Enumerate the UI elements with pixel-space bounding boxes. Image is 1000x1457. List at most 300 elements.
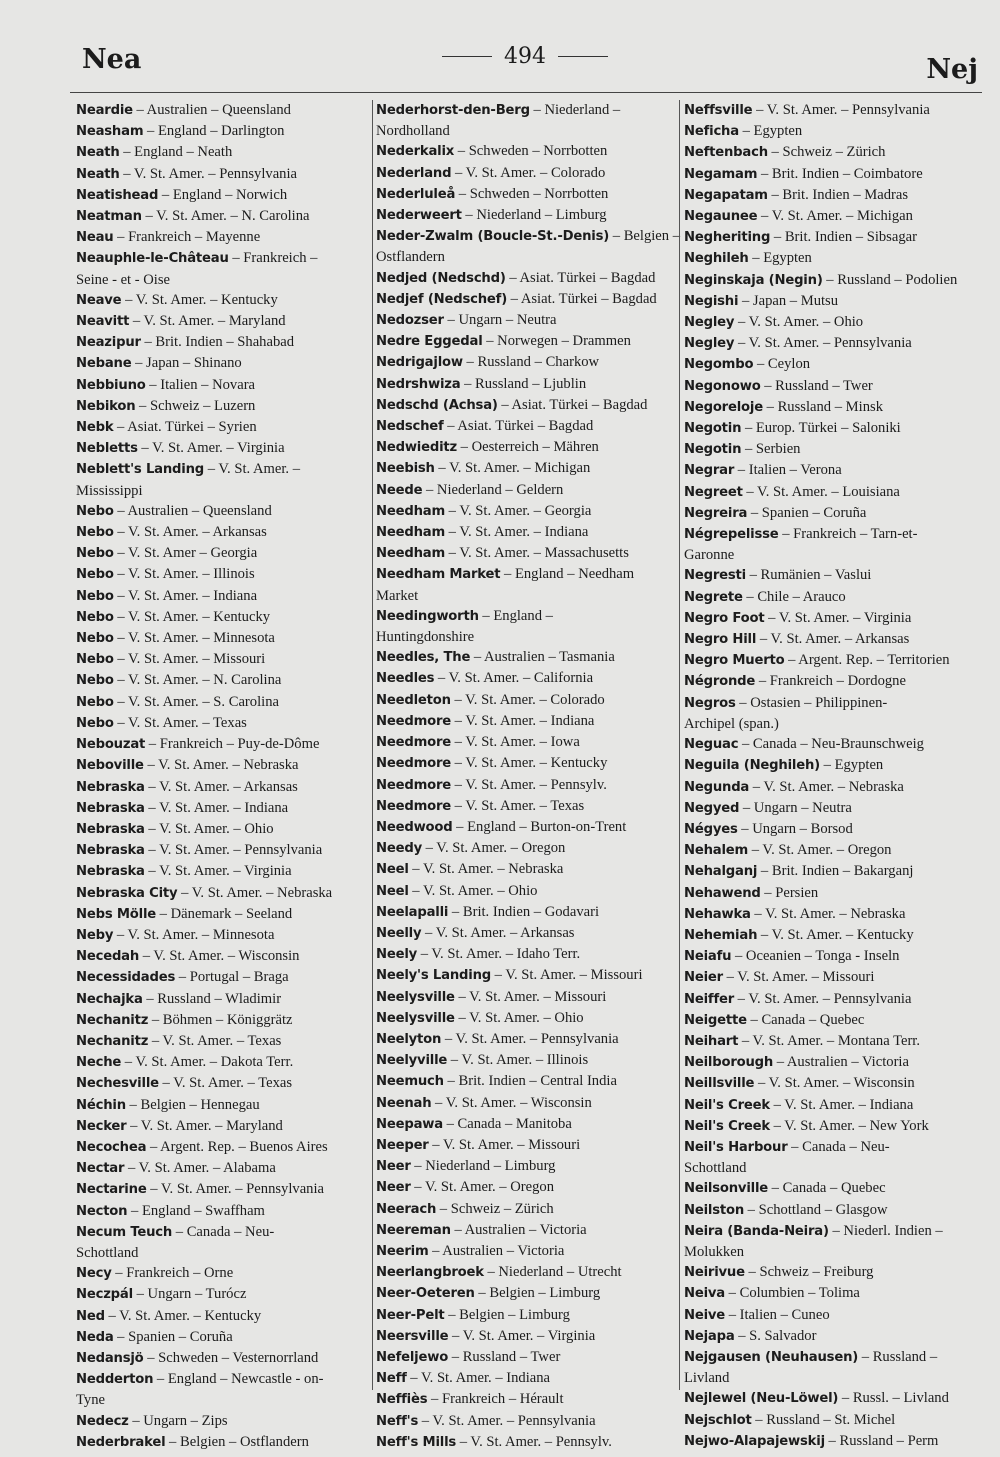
place-location: – Russland – Charkow bbox=[462, 354, 600, 371]
place-name: Nedwieditz bbox=[376, 440, 458, 456]
gazetteer-entry bbox=[76, 121, 368, 142]
place-location: – V. St. Amer. – Pennsylvania bbox=[734, 335, 912, 352]
place-location: – V. St. Amer. – New York bbox=[769, 1117, 929, 1134]
place-name: Nedjef (Nedschef) bbox=[376, 291, 508, 307]
place-location: – Spanien – Coruña bbox=[747, 504, 867, 521]
place-name: Nebraska bbox=[76, 843, 145, 859]
place-name: Nedschd (Achsa) bbox=[376, 397, 498, 413]
gazetteer-entry-continuation bbox=[76, 270, 368, 290]
place-location: – V. St. Amer. – Virginia bbox=[137, 440, 285, 457]
place-location: – V. St. Amer. – Maryland bbox=[126, 1117, 283, 1134]
place-location: – V. St. Amer. – Georgia bbox=[445, 502, 592, 519]
place-name: Neel bbox=[376, 862, 409, 878]
place-name: Neave bbox=[76, 292, 122, 308]
place-location: – V. St. Amer. – Arkansas bbox=[144, 778, 298, 795]
place-name: Négronde bbox=[684, 674, 756, 690]
place-location: – V. St. Amer. – Virginia bbox=[764, 609, 912, 626]
place-location: – Oesterreich – Mähren bbox=[457, 439, 599, 456]
gazetteer-entry bbox=[76, 1306, 368, 1327]
place-name: Neemuch bbox=[376, 1074, 444, 1090]
gazetteer-entry bbox=[376, 1050, 676, 1071]
place-name: Nehawka bbox=[684, 906, 751, 922]
place-location: – Japan – Shinano bbox=[131, 355, 242, 372]
gazetteer-entry bbox=[76, 777, 368, 798]
place-name: Nebletts bbox=[76, 441, 138, 457]
gazetteer-entry bbox=[684, 1137, 984, 1158]
place-location: – Schweiz – Zürich bbox=[767, 144, 886, 161]
header-dash-right bbox=[558, 56, 608, 57]
place-name: Nebraska bbox=[76, 821, 145, 837]
place-location-continued: Huntingdonshire bbox=[376, 629, 475, 646]
gazetteer-entry bbox=[76, 1327, 368, 1348]
place-name: Neenah bbox=[376, 1095, 432, 1111]
place-name: Nehalganj bbox=[684, 864, 758, 880]
place-location: – V. St. Amer. – Texas bbox=[451, 797, 585, 814]
gazetteer-entry bbox=[376, 352, 676, 373]
place-name: Nebo bbox=[76, 673, 114, 689]
place-name: Neiafu bbox=[684, 949, 732, 965]
place-location: – England – bbox=[478, 607, 553, 624]
gazetteer-entry bbox=[76, 798, 368, 819]
place-name: Neilston bbox=[684, 1202, 745, 1218]
place-name: Neeper bbox=[376, 1137, 429, 1153]
place-location: – V. St. Amer. – Indiana bbox=[769, 1096, 914, 1113]
place-location-continued: Mississippi bbox=[76, 482, 143, 499]
place-location: – V. St. Amer. – Nebraska bbox=[143, 757, 299, 774]
gazetteer-entry bbox=[376, 1326, 676, 1347]
gazetteer-entry bbox=[376, 732, 676, 753]
gazetteer-entry bbox=[76, 946, 368, 967]
place-name: Negreira bbox=[684, 505, 748, 521]
gazetteer-entry bbox=[76, 227, 368, 248]
place-name: Nebo bbox=[76, 503, 114, 519]
place-name: Negombo bbox=[684, 357, 754, 373]
place-name: Neira (Banda-Neira) bbox=[684, 1223, 829, 1239]
place-location: – Frankreich – bbox=[228, 250, 318, 267]
place-location: – Canada – Quebec bbox=[768, 1180, 886, 1197]
place-location: – V. St. Amer. – Virginia bbox=[144, 863, 292, 880]
gazetteer-entry bbox=[76, 100, 368, 121]
place-name: Nederland bbox=[376, 165, 452, 181]
place-location: – V. St. Amer. – Missouri bbox=[428, 1136, 581, 1153]
place-location: – V. St. Amer. – Oregon bbox=[421, 840, 566, 857]
gazetteer-entry bbox=[684, 524, 984, 545]
gazetteer-entry bbox=[684, 629, 984, 650]
gazetteer-entry bbox=[684, 1073, 984, 1094]
place-name: Nedansjö bbox=[76, 1350, 144, 1366]
place-location: – Argent. Rep. – Buenos Aires bbox=[146, 1138, 328, 1155]
place-name: Neff bbox=[376, 1371, 407, 1387]
gazetteer-entry bbox=[76, 904, 368, 925]
gazetteer-entry bbox=[684, 693, 984, 714]
place-location: – Asiat. Türkei – Bagdad bbox=[507, 290, 657, 307]
place-location: – V. St. Amer. – Missouri bbox=[722, 969, 875, 986]
place-location: – Australien – Victoria bbox=[450, 1221, 587, 1238]
place-location: – V. St. Amer. – California bbox=[434, 670, 594, 687]
place-name: Neiffer bbox=[684, 991, 735, 1007]
place-location: – V. St. Amer. – Pennsylvania bbox=[752, 102, 930, 118]
gazetteer-entry bbox=[684, 755, 984, 776]
place-location: – V. St. Amer. – Nebraska bbox=[750, 905, 906, 922]
place-location: – Europ. Türkei – Saloniki bbox=[741, 420, 901, 437]
gazetteer-entry bbox=[684, 1200, 984, 1221]
gazetteer-entry bbox=[376, 1305, 676, 1326]
gazetteer-entry bbox=[76, 1179, 368, 1200]
place-location: – Canada – Neu-Braunschweig bbox=[738, 736, 924, 753]
place-location: – Italien – Verona bbox=[734, 462, 842, 479]
place-location: – Ceylon bbox=[753, 356, 811, 373]
gazetteer-entry bbox=[76, 438, 368, 459]
gazetteer-entry bbox=[76, 142, 368, 163]
place-name: Nedrshwiza bbox=[376, 376, 461, 392]
gazetteer-entry bbox=[684, 1347, 984, 1368]
place-location: – V. St. Amer. – Nebraska bbox=[177, 884, 333, 901]
place-location: – V. St. Amer. – Kentucky bbox=[104, 1307, 262, 1324]
place-name: Nejgausen (Neuhausen) bbox=[684, 1349, 859, 1365]
gazetteer-entry bbox=[684, 1221, 984, 1242]
gazetteer-entry bbox=[76, 206, 368, 227]
place-name: Needy bbox=[376, 841, 422, 857]
place-location: – Australien – Tasmania bbox=[470, 649, 615, 666]
place-location: – Dänemark – Seeland bbox=[156, 905, 293, 922]
place-location: – Norwegen – Drammen bbox=[482, 333, 631, 350]
gazetteer-entry-continuation bbox=[376, 121, 676, 141]
place-location: – Russland – St. Michel bbox=[751, 1411, 896, 1428]
place-location: – Russland – Twer bbox=[760, 377, 873, 394]
place-location: – V. St. Amer. – Iowa bbox=[451, 734, 580, 751]
gazetteer-entry bbox=[76, 1348, 368, 1369]
place-location: – V. St. Amer. – Kentucky bbox=[113, 608, 271, 625]
place-location: – V. St. Amer. – Michigan bbox=[757, 208, 913, 225]
place-name: Neirivue bbox=[684, 1265, 745, 1281]
place-location: – Portugal – Braga bbox=[175, 969, 289, 986]
gazetteer-entry-continuation bbox=[684, 1242, 984, 1262]
place-location: – England – Burton-on-Trent bbox=[452, 818, 627, 835]
gazetteer-entry bbox=[684, 121, 984, 142]
place-location: – V. St. Amer. – Missouri bbox=[113, 651, 266, 668]
place-location: – V. St. Amer. – Indiana bbox=[445, 524, 589, 541]
place-name: Neil's Creek bbox=[684, 1118, 770, 1134]
place-name: Neardie bbox=[76, 103, 133, 118]
place-location-continued: Tyne bbox=[76, 1392, 105, 1409]
gazetteer-column-2 bbox=[376, 100, 681, 1453]
gazetteer-entry bbox=[684, 1283, 984, 1304]
gazetteer-entry bbox=[684, 1305, 984, 1326]
place-name: Nechesville bbox=[76, 1076, 159, 1092]
place-name: Negro Foot bbox=[684, 610, 765, 626]
gazetteer-entry bbox=[76, 734, 368, 755]
place-location: – Canada – Quebec bbox=[746, 1011, 865, 1028]
place-location: – Böhmen – Königgrätz bbox=[148, 1011, 293, 1028]
header-rule bbox=[70, 92, 982, 93]
place-name: Neboville bbox=[76, 758, 144, 774]
place-location: – Frankreich – Mayenne bbox=[113, 229, 261, 246]
gazetteer-entry bbox=[76, 586, 368, 607]
place-location: – V. St. Amer. – Dakota Terr. bbox=[121, 1054, 294, 1071]
gazetteer-entry bbox=[684, 798, 984, 819]
place-location: – Australien – Queensland bbox=[132, 102, 291, 118]
gazetteer-entry bbox=[376, 374, 676, 395]
column-divider-1 bbox=[372, 100, 373, 1390]
place-name: Nehalem bbox=[684, 843, 749, 859]
place-name: Negamam bbox=[684, 166, 758, 182]
place-name: Neelysville bbox=[376, 989, 455, 1005]
place-name: Neffsville bbox=[684, 103, 753, 118]
place-name: Neer bbox=[376, 1159, 411, 1175]
place-location: – V. St. Amer. – Illinois bbox=[447, 1052, 589, 1069]
place-name: Negaunee bbox=[684, 209, 758, 225]
place-location: – Ungarn – Neutra bbox=[443, 312, 557, 329]
gazetteer-entry bbox=[376, 711, 676, 732]
place-name: Nebo bbox=[76, 588, 114, 604]
gazetteer-entry bbox=[76, 543, 368, 564]
place-location: – V. St. Amer. – Pennsylvania bbox=[119, 165, 298, 182]
gazetteer-entry bbox=[76, 290, 368, 311]
place-location: – V. St. Amer. – Missouri bbox=[491, 967, 643, 984]
place-name: Needles, The bbox=[376, 650, 471, 666]
gazetteer-entry bbox=[684, 883, 984, 904]
gazetteer-column-1 bbox=[76, 100, 368, 1453]
gazetteer-entry bbox=[376, 668, 676, 689]
place-location: – V. St. Amer. – Missouri bbox=[454, 988, 607, 1005]
place-name: Nebo bbox=[76, 652, 114, 668]
place-location: – Rumänien – Vaslui bbox=[745, 567, 872, 584]
place-name: Nebo bbox=[76, 694, 114, 710]
place-location: – V. St. Amer. – Minnesota bbox=[113, 926, 275, 943]
place-location: – England – Needham bbox=[500, 566, 635, 583]
gazetteer-entry bbox=[76, 1263, 368, 1284]
gazetteer-entry bbox=[76, 1010, 368, 1031]
place-location: – V. St. Amer – Georgia bbox=[113, 545, 258, 562]
place-location: – V. St. Amer. – Minnesota bbox=[113, 630, 275, 647]
place-name: Nedecz bbox=[76, 1413, 129, 1429]
place-name: Neede bbox=[376, 482, 423, 498]
gazetteer-entry bbox=[684, 967, 984, 988]
place-location: – Brit. Indien – Godavari bbox=[448, 903, 600, 920]
place-name: Nebikon bbox=[76, 398, 136, 414]
place-location: – V. St. Amer. – Arkansas bbox=[113, 524, 267, 541]
place-name: Neavitt bbox=[76, 314, 130, 330]
place-location: – Frankreich – Puy-de-Dôme bbox=[145, 736, 320, 753]
place-name: Neely's Landing bbox=[376, 968, 491, 984]
gazetteer-entry bbox=[76, 417, 368, 438]
place-location: – Belgien – bbox=[609, 228, 681, 245]
place-location: – V. St. Amer. – Wisconsin bbox=[754, 1075, 915, 1092]
place-location: – Russland – Twer bbox=[448, 1348, 561, 1365]
gazetteer-entry bbox=[76, 967, 368, 988]
place-name: Negyed bbox=[684, 800, 740, 816]
place-location: – Italien – Cuneo bbox=[725, 1306, 830, 1323]
gazetteer-entry bbox=[376, 1220, 676, 1241]
place-name: Negley bbox=[684, 336, 735, 352]
place-name: Néchin bbox=[76, 1097, 126, 1113]
place-location: – England – Neath bbox=[119, 144, 233, 161]
place-name: Nefeljewo bbox=[376, 1349, 449, 1365]
gazetteer-entry bbox=[376, 395, 676, 416]
place-name: Neder-Zwalm (Boucle-St.-Denis) bbox=[376, 229, 610, 245]
gazetteer-entry bbox=[684, 418, 984, 439]
place-name: Neby bbox=[76, 927, 114, 943]
gazetteer-entry bbox=[376, 1156, 676, 1177]
place-name: Nechanitz bbox=[76, 1033, 149, 1049]
gazetteer-entry bbox=[684, 164, 984, 185]
place-name: Negresti bbox=[684, 568, 746, 584]
place-name: Necker bbox=[76, 1118, 127, 1134]
place-name: Neauphle-le-Château bbox=[76, 251, 229, 267]
place-name: Needmore bbox=[376, 713, 452, 729]
gazetteer-entry bbox=[376, 1071, 676, 1092]
place-name: Neatman bbox=[76, 209, 142, 225]
place-location: – Schweden – Vesternorrland bbox=[143, 1349, 319, 1366]
place-location: – Oceanien – Tonga - Inseln bbox=[731, 948, 900, 965]
place-name: Nedjed (Nedschd) bbox=[376, 270, 506, 286]
place-name: Negro Muerto bbox=[684, 653, 785, 669]
place-name: Nebo bbox=[76, 567, 114, 583]
place-location: – V. St. Amer. – Massachusetts bbox=[445, 545, 629, 562]
place-location-continued: Livland bbox=[684, 1370, 730, 1387]
place-name: Neelysville bbox=[376, 1010, 455, 1026]
gazetteer-column-3 bbox=[684, 100, 984, 1452]
column-divider-2 bbox=[679, 100, 680, 1390]
gazetteer-entry bbox=[76, 692, 368, 713]
place-location: – Serbien bbox=[741, 441, 801, 458]
place-name: Neil's Harbour bbox=[684, 1139, 788, 1155]
place-name: Necochea bbox=[76, 1139, 147, 1155]
gazetteer-entry bbox=[684, 608, 984, 629]
place-location: – V. St. Amer. – Maryland bbox=[129, 313, 286, 330]
gazetteer-entry bbox=[376, 480, 676, 501]
gazetteer-entry bbox=[684, 565, 984, 586]
gazetteer-entry bbox=[376, 184, 676, 205]
gazetteer-entry-continuation bbox=[376, 627, 676, 647]
gazetteer-entry bbox=[684, 1431, 984, 1452]
gazetteer-entry bbox=[684, 333, 984, 354]
gazetteer-entry bbox=[376, 902, 676, 923]
gazetteer-entry bbox=[376, 501, 676, 522]
place-name: Nebraska bbox=[76, 779, 145, 795]
place-name: Needmore bbox=[376, 735, 452, 751]
gazetteer-entry bbox=[76, 819, 368, 840]
place-name: Neilsonville bbox=[684, 1181, 769, 1197]
place-location: – Frankreich – Orne bbox=[111, 1265, 234, 1282]
place-location: – Australien – Victoria bbox=[428, 1242, 565, 1259]
place-name: Nejwo-Alapajewskij bbox=[684, 1433, 825, 1449]
place-location-continued: Schottland bbox=[76, 1244, 139, 1261]
gazetteer-entry bbox=[684, 1410, 984, 1431]
place-location-continued: Market bbox=[376, 587, 419, 604]
place-location: – Italien – Novara bbox=[145, 376, 256, 393]
place-name: Necy bbox=[76, 1266, 112, 1282]
place-location: – V. St. Amer. – Pennsylvania bbox=[144, 842, 323, 859]
place-location: – V. St. Amer. – Texas bbox=[148, 1032, 282, 1049]
place-name: Needles bbox=[376, 671, 435, 687]
place-location-continued: Archipel (span.) bbox=[684, 715, 779, 732]
place-name: Nebo bbox=[76, 525, 114, 541]
place-location: – Ungarn – Neutra bbox=[739, 799, 852, 816]
gazetteer-entry bbox=[76, 311, 368, 332]
place-location: – Brit. Indien – Coimbatore bbox=[757, 165, 923, 182]
place-location: – Frankreich – Dordogne bbox=[755, 673, 906, 690]
gazetteer-entry bbox=[376, 1283, 676, 1304]
gazetteer-entry bbox=[76, 522, 368, 543]
place-name: Neiva bbox=[684, 1286, 725, 1302]
place-location: – V. St. Amer. – Idaho Terr. bbox=[417, 946, 581, 963]
gazetteer-entry bbox=[684, 270, 984, 291]
gazetteer-entry bbox=[376, 163, 676, 184]
place-name: Necton bbox=[76, 1203, 128, 1219]
place-location: – V. St. Amer. – N. Carolina bbox=[113, 672, 282, 689]
place-name: Negotin bbox=[684, 421, 742, 437]
gazetteer-entry bbox=[684, 397, 984, 418]
place-name: Needleton bbox=[376, 692, 451, 708]
place-name: Neer bbox=[376, 1180, 411, 1196]
place-name: Needham Market bbox=[376, 567, 501, 583]
place-location: – V. St. Amer. – Kentucky bbox=[757, 926, 914, 943]
place-name: Needmore bbox=[376, 756, 452, 772]
place-name: Neihart bbox=[684, 1033, 739, 1049]
place-location: – V. St. Amer. – Indiana bbox=[113, 587, 258, 604]
gazetteer-entry bbox=[376, 458, 676, 479]
place-name: Neczpál bbox=[76, 1287, 133, 1303]
gazetteer-entry bbox=[376, 205, 676, 226]
place-name: Neive bbox=[684, 1307, 726, 1323]
place-location: – V. St. Amer. – Louisiana bbox=[742, 483, 900, 500]
place-name: Nederhorst-den-Berg bbox=[376, 103, 530, 118]
place-name: Ned bbox=[76, 1308, 105, 1324]
place-location: – Ungarn – Borsod bbox=[737, 820, 853, 837]
gazetteer-entry bbox=[76, 840, 368, 861]
place-name: Neereman bbox=[376, 1222, 451, 1238]
place-location: – Russland – Podolien bbox=[822, 271, 958, 288]
place-name: Neer-Oeteren bbox=[376, 1286, 475, 1302]
place-name: Nebo bbox=[76, 715, 114, 731]
place-location-continued: Schottland bbox=[684, 1160, 747, 1177]
gazetteer-entry bbox=[376, 141, 676, 162]
place-location: – Russl. – Livland bbox=[838, 1390, 949, 1407]
place-name: Negonowo bbox=[684, 378, 761, 394]
gazetteer-entry bbox=[76, 396, 368, 417]
place-location: – Russland – bbox=[858, 1348, 938, 1365]
gazetteer-entry bbox=[76, 353, 368, 374]
gazetteer-entry bbox=[76, 607, 368, 628]
place-name: Neilborough bbox=[684, 1055, 774, 1071]
place-location: – S. Salvador bbox=[734, 1327, 817, 1344]
place-name: Nedozser bbox=[376, 313, 444, 329]
gazetteer-entry bbox=[376, 606, 676, 627]
place-name: Negapatam bbox=[684, 187, 768, 203]
gazetteer-entry bbox=[376, 647, 676, 668]
gazetteer-entry bbox=[76, 1201, 368, 1222]
gazetteer-entry-continuation bbox=[684, 545, 984, 565]
gazetteer-entry bbox=[684, 1116, 984, 1137]
place-location: – V. St. Amer. – bbox=[204, 461, 301, 478]
gazetteer-entry bbox=[76, 1158, 368, 1179]
place-name: Neelyville bbox=[376, 1053, 448, 1069]
place-name: Needham bbox=[376, 546, 445, 562]
place-name: Neersville bbox=[376, 1328, 449, 1344]
gazetteer-entry bbox=[684, 1262, 984, 1283]
place-location: – Canada – Neu- bbox=[787, 1138, 890, 1155]
place-location: – Japan – Mutsu bbox=[738, 292, 839, 309]
place-location: – Canada – Manitoba bbox=[442, 1115, 572, 1132]
place-name: Nechanitz bbox=[76, 1012, 149, 1028]
gazetteer-entry bbox=[376, 753, 676, 774]
gazetteer-entry bbox=[684, 1178, 984, 1199]
place-name: Nebbiuno bbox=[76, 377, 146, 393]
place-name: Neerlangbroek bbox=[376, 1265, 484, 1281]
place-location: – Brit. Indien – Madras bbox=[767, 186, 909, 203]
place-location: – Niederland – Utrecht bbox=[483, 1264, 622, 1281]
